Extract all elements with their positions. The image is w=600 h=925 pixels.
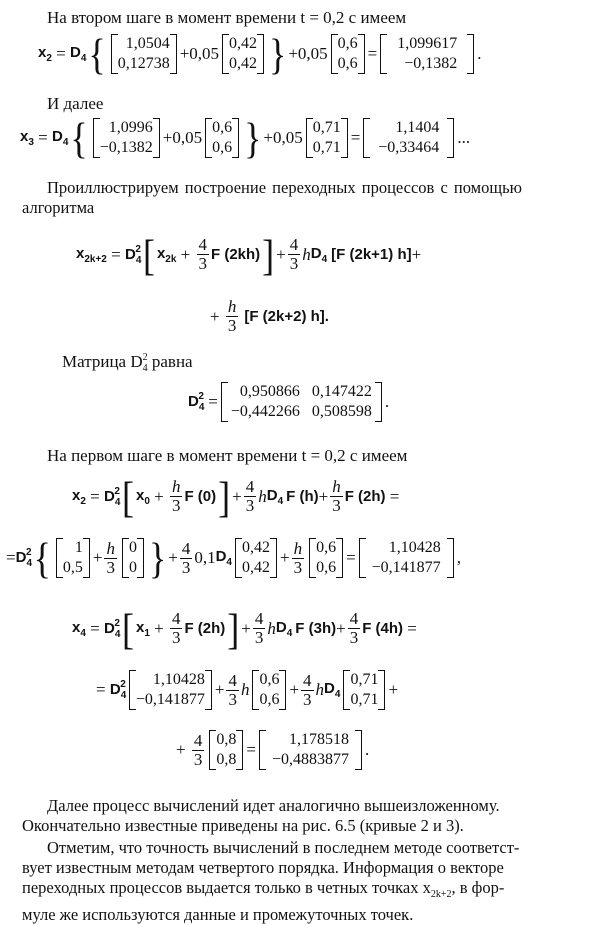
intro-line-step1: На первом шаге в момент времени t = 0,2 с имеем [47,446,408,465]
matrix: 1,0504 0,12738 [111,34,177,74]
result-matrix: 1,099617 −0,1382 [380,34,474,74]
intro-line-step2: На втором шаге в момент времени t = 0,2 с имеем [47,8,407,27]
paragraph-accuracy: Отметим, что точность вычислений в последнем методе соответст- вует известным методам четвертого порядка. Информация о векторе переходных процессов выдается только в четных точках $x_{2k+2}$, в фор- муле же используются данные и промежуточных точек. [22,838,520,924]
matrix: 1 0,5 [56,538,90,578]
equation-x2-step2: $x_2$ = $D_4$ { 1,0504 0,12738 + 0,05 0,42 0,42 } + 0,05 0,6 0,6 = 1,099617 −0,1382 . [38,30,482,78]
result-matrix: 1,1404 −0,33464 [363,118,454,158]
matrix: 0,6 0,6 [331,34,365,74]
matrix-d2-intro: Матрица $D_4^2$ равна [62,352,193,374]
equation-x4-result: + $\frac{4}{3}$ 0,8 0,8 = 1,178518 −0,4883877 . [176,730,370,769]
equation-d2-value: $D_4^2$ = 0,950866 −0,442266 0,147422 0,508598 . [188,383,390,420]
matrix-d2: 0,950866 −0,442266 0,147422 0,508598 [221,382,382,422]
matrix: 0,8 0,8 [209,730,243,770]
result-matrix: 1,178518 −0,4883877 [259,730,362,770]
equation-x3: $x_3$ = $D_4$ { 1,0996 −0,1382 + 0,05 0,6 0,6 } + 0,05 0,71 0,71 = 1,1404 −0,33464 ... [20,114,471,162]
paragraph-conclusion: Далее процесс вычислений идет аналогично вышеизложенному. Окончательно известные приведены на рис. 6.5 (кривые 2 и 3). [22,796,500,835]
matrix: 0,42 0,42 [235,538,277,578]
matrix: 0,71 0,71 [343,670,385,710]
matrix: 1,10428 −0,141877 [129,670,212,710]
equation-x4-numeric: = $D_4^2$ 1,10428 −0,141877 + $\frac{4}{3}$ h 0,6 0,6 + $\frac{4}{3}$ h $D_4$ 0,71 0,71 + [96,670,399,709]
matrix: 0,6 0,6 [205,118,239,158]
paragraph-illustrate: Проиллюстрируем построение переходных процессов с помощью алгоритма [22,178,522,217]
equation-x2-numeric: = $D_4^2$ { 1 0,5 + $\frac{h}{3}$ 0 0 } + $\frac{4}{3}$ 0,1 $D_4$ 0,42 0,42 + $\frac{h}{3}$ 0,6 0,6 = 1,10428 −0,141877 , [6,534,461,582]
equation-x2-formula: $x_2$ = $D_4^2$ [ $x_0$ + $\frac{h}{3}$ F (0) ] + $\frac{4}{3}$ h $D_4$ F (h) + $\frac{h}{3}$ F (2h) = [72,472,400,521]
matrix: 0 0 [122,538,144,578]
equation-algorithm: $x_{2k+2}$ = $D_4^2$ [ $x_{2k}$ + $\frac{4}{3}$ F (2kh) ] + $\frac{4}{3}$ h $D_4$ [F (2k+1) h] + [76,230,422,279]
matrix: 1,0996 −0,1382 [93,118,160,158]
result-matrix: 1,10428 −0,141877 [359,538,454,578]
equation-x4-formula: $x_4$ = $D_4^2$ [ $x_1$ + $\frac{4}{3}$ F (2h) ] + $\frac{4}{3}$ h $D_4$ F (3h) + $\frac{4}{3}$ F (4h) = [72,604,417,653]
matrix: 0,6 0,6 [309,538,343,578]
equation-algorithm-cont: + $\frac{h}{3}$ [F (2k+2) h]. [210,297,329,335]
intro-line-further: И далее [47,94,104,113]
matrix: 0,71 0,71 [306,118,348,158]
matrix: 0,42 0,42 [222,34,264,74]
matrix: 0,6 0,6 [252,670,286,710]
